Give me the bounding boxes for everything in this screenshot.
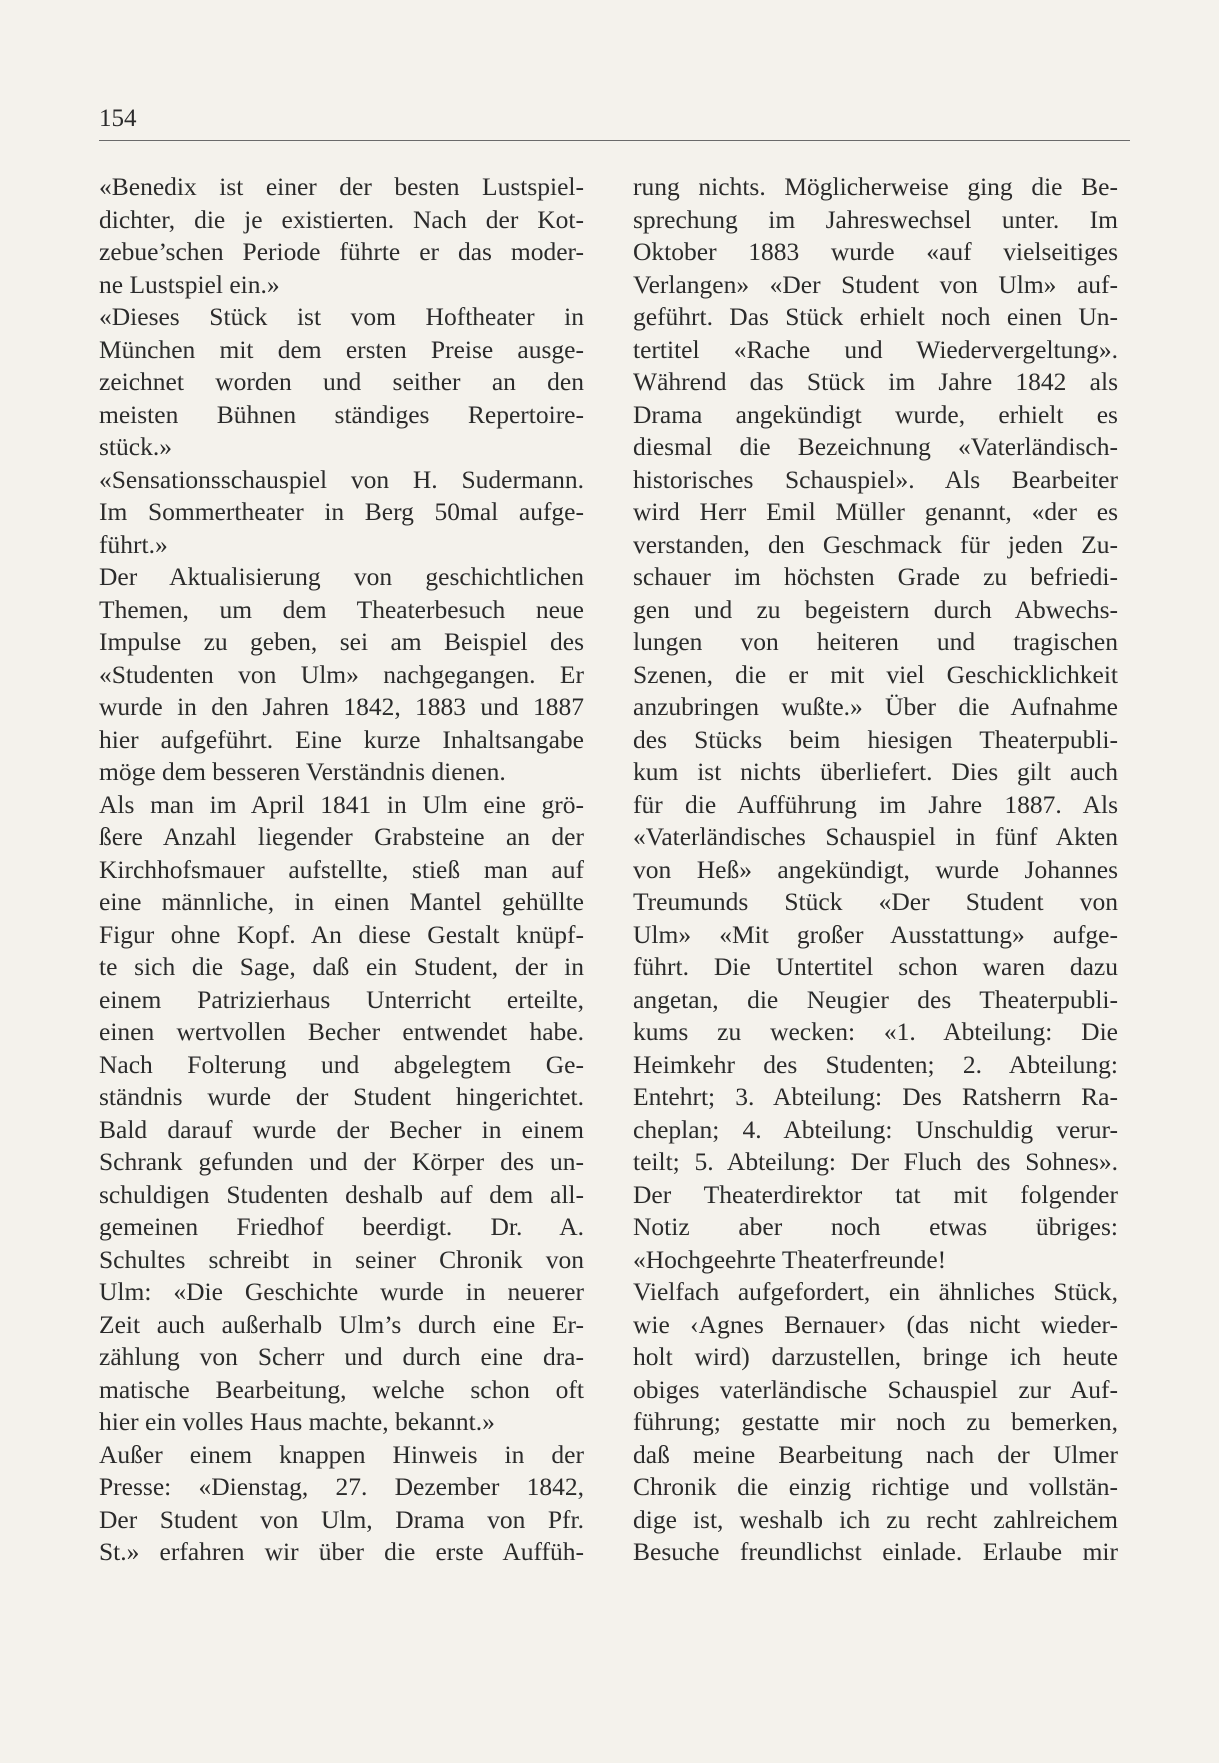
text-line: Schrank gefunden und der Körper des un- bbox=[99, 1147, 584, 1176]
text-line: gemeinen Friedhof beerdigt. Dr. A. bbox=[99, 1212, 584, 1241]
text-line: ne Lustspiel ein.» bbox=[99, 269, 280, 299]
text-line: Heimkehr des Studenten; 2. Abteilung: bbox=[633, 1049, 1118, 1079]
text-line: holt wird) darzustellen, bringe ich heute bbox=[633, 1342, 1118, 1371]
text-line: «Hochgeehrte Theaterfreunde! bbox=[633, 1244, 947, 1274]
text-line: möge dem besseren Verständnis dienen. bbox=[99, 757, 506, 786]
text-line: zählung von Scherr und durch eine dra- bbox=[99, 1342, 584, 1371]
text-line: gen und zu begeistern durch Abwechs- bbox=[633, 594, 1118, 624]
text-line: Nach Folterung und abgelegtem Ge- bbox=[99, 1049, 584, 1079]
text-line: führt. Die Untertitel schon waren dazu bbox=[633, 952, 1118, 981]
text-line: Themen, um dem Theaterbesuch neue bbox=[99, 594, 584, 624]
text-line: Bald darauf wurde der Becher in einem bbox=[99, 1114, 584, 1144]
text-line: Szenen, die er mit viel Geschicklichkeit bbox=[633, 659, 1118, 689]
text-line: des Stücks beim hiesigen Theaterpubli- bbox=[633, 724, 1118, 754]
text-line: Der Aktualisierung von geschichtlichen bbox=[99, 562, 584, 591]
text-line: Impulse zu geben, sei am Beispiel des bbox=[99, 627, 584, 656]
text-line: wie ‹Agnes Bernauer› (das nicht wieder- bbox=[633, 1309, 1118, 1339]
text-line: rung nichts. Möglicherweise ging die Be- bbox=[633, 172, 1118, 201]
text-line: einen wertvollen Becher entwendet habe. bbox=[99, 1017, 584, 1046]
text-line: «Studenten von Ulm» nachgegangen. Er bbox=[99, 659, 584, 689]
text-line: «Dieses Stück ist vom Hoftheater in bbox=[99, 302, 584, 331]
text-line: Als man im April 1841 in Ulm eine grö- bbox=[99, 789, 584, 819]
text-line: zebue’schen Periode führte er das moder- bbox=[99, 237, 584, 266]
text-line: Vielfach aufgefordert, ein ähnliches Stück, bbox=[633, 1277, 1118, 1306]
text-line: lungen von heiteren und tragischen bbox=[633, 627, 1118, 656]
text-line: historisches Schauspiel». Als Bearbeiter bbox=[633, 464, 1118, 494]
text-line: Drama angekündigt wurde, erhielt es bbox=[633, 399, 1118, 429]
text-line: matische Bearbeitung, welche schon oft bbox=[99, 1374, 584, 1404]
text-line: angetan, die Neugier des Theaterpubli- bbox=[633, 984, 1118, 1014]
text-line: daß meine Bearbeitung nach der Ulmer bbox=[633, 1439, 1118, 1469]
text-line: obiges vaterländische Schauspiel zur Auf- bbox=[633, 1374, 1118, 1404]
text-line: kums zu wecken: «1. Abteilung: Die bbox=[633, 1017, 1118, 1046]
text-line: verstanden, den Geschmack für jeden Zu- bbox=[633, 529, 1118, 559]
text-line: Schultes schreibt in seiner Chronik von bbox=[99, 1244, 584, 1274]
text-line: einem Patrizierhaus Unterricht erteilte, bbox=[99, 984, 584, 1014]
text-line: anzubringen wußte.» Über die Aufnahme bbox=[633, 692, 1118, 721]
text-line: dichter, die je existierten. Nach der Kot- bbox=[99, 204, 584, 234]
text-line: Chronik die einzig richtige und vollstän- bbox=[633, 1472, 1118, 1501]
text-line: «Sensationsschauspiel von H. Sudermann. bbox=[99, 464, 584, 494]
text-line: führt.» bbox=[99, 529, 168, 559]
text-line: Der Student von Ulm, Drama von Pfr. bbox=[99, 1504, 584, 1534]
text-line: schauer im höchsten Grade zu befriedi- bbox=[633, 562, 1118, 591]
text-line: teilt; 5. Abteilung: Der Fluch des Sohnes». bbox=[633, 1147, 1118, 1176]
text-line: zeichnet worden und seither an den bbox=[99, 367, 584, 396]
text-line: Während das Stück im Jahre 1842 als bbox=[633, 367, 1118, 396]
text-line: München mit dem ersten Preise ausge- bbox=[99, 334, 584, 364]
text-line: wird Herr Emil Müller genannt, «der es bbox=[633, 497, 1118, 526]
text-line: Im Sommertheater in Berg 50mal aufge- bbox=[99, 497, 584, 526]
text-column-right bbox=[633, 171, 1118, 1569]
text-line: te sich die Sage, daß ein Student, der in bbox=[99, 952, 584, 981]
text-line: St.» erfahren wir über die erste Auffüh- bbox=[99, 1537, 584, 1566]
text-line: wurde in den Jahren 1842, 1883 und 1887 bbox=[99, 692, 584, 721]
text-line: hier ein volles Haus machte, bekannt.» bbox=[99, 1407, 495, 1436]
text-line: Außer einem knappen Hinweis in der bbox=[99, 1439, 584, 1469]
text-line: geführt. Das Stück erhielt noch einen Un- bbox=[633, 302, 1118, 331]
text-column-left bbox=[99, 171, 584, 1569]
text-line: für die Aufführung im Jahre 1887. Als bbox=[633, 789, 1118, 819]
text-line: führung; gestatte mir noch zu bemerken, bbox=[633, 1407, 1118, 1436]
text-line: Ulm» «Mit großer Ausstattung» aufge- bbox=[633, 919, 1118, 949]
page-number: 154 bbox=[99, 105, 137, 132]
text-line: Entehrt; 3. Abteilung: Des Ratsherrn Ra- bbox=[633, 1082, 1118, 1111]
text-line: schuldigen Studenten deshalb auf dem all- bbox=[99, 1179, 584, 1209]
text-line: von Heß» angekündigt, wurde Johannes bbox=[633, 854, 1118, 884]
text-line: eine männliche, in einen Mantel gehüllte bbox=[99, 887, 584, 916]
text-line: ßere Anzahl liegender Grabsteine an der bbox=[99, 822, 584, 851]
text-line: Figur ohne Kopf. An diese Gestalt knüpf- bbox=[99, 919, 584, 949]
text-line: Treumunds Stück «Der Student von bbox=[633, 887, 1118, 916]
text-line: ständnis wurde der Student hingerichtet. bbox=[99, 1082, 584, 1111]
text-line: dige ist, weshalb ich zu recht zahlreichem bbox=[633, 1504, 1118, 1534]
text-line: hier aufgeführt. Eine kurze Inhaltsangabe bbox=[99, 724, 584, 754]
text-line: Ulm: «Die Geschichte wurde in neuerer bbox=[99, 1277, 584, 1306]
text-line: meisten Bühnen ständiges Repertoire- bbox=[99, 399, 584, 429]
text-line: Kirchhofsmauer aufstellte, stieß man auf bbox=[99, 854, 584, 884]
text-line: Oktober 1883 wurde «auf vielseitiges bbox=[633, 237, 1118, 266]
text-line: Notiz aber noch etwas übriges: bbox=[633, 1212, 1118, 1241]
header-rule bbox=[99, 140, 1130, 141]
text-line: «Benedix ist einer der besten Lustspiel- bbox=[99, 172, 584, 201]
text-line: sprechung im Jahreswechsel unter. Im bbox=[633, 204, 1118, 234]
text-line: kum ist nichts überliefert. Dies gilt auch bbox=[633, 757, 1118, 786]
text-line: tertitel «Rache und Wiedervergeltung». bbox=[633, 334, 1118, 364]
text-line: Besuche freundlichst einlade. Erlaube mir bbox=[633, 1537, 1118, 1566]
text-line: Zeit auch außerhalb Ulm’s durch eine Er- bbox=[99, 1309, 584, 1339]
text-line: «Vaterländisches Schauspiel in fünf Akten bbox=[633, 822, 1118, 851]
text-line: Der Theaterdirektor tat mit folgender bbox=[633, 1179, 1118, 1209]
text-line: stück.» bbox=[99, 432, 172, 461]
text-line: diesmal die Bezeichnung «Vaterländisch- bbox=[633, 432, 1118, 461]
text-line: Presse: «Dienstag, 27. Dezember 1842, bbox=[99, 1472, 584, 1501]
text-line: cheplan; 4. Abteilung: Unschuldig verur- bbox=[633, 1114, 1118, 1144]
text-line: Verlangen» «Der Student von Ulm» auf- bbox=[633, 269, 1118, 299]
